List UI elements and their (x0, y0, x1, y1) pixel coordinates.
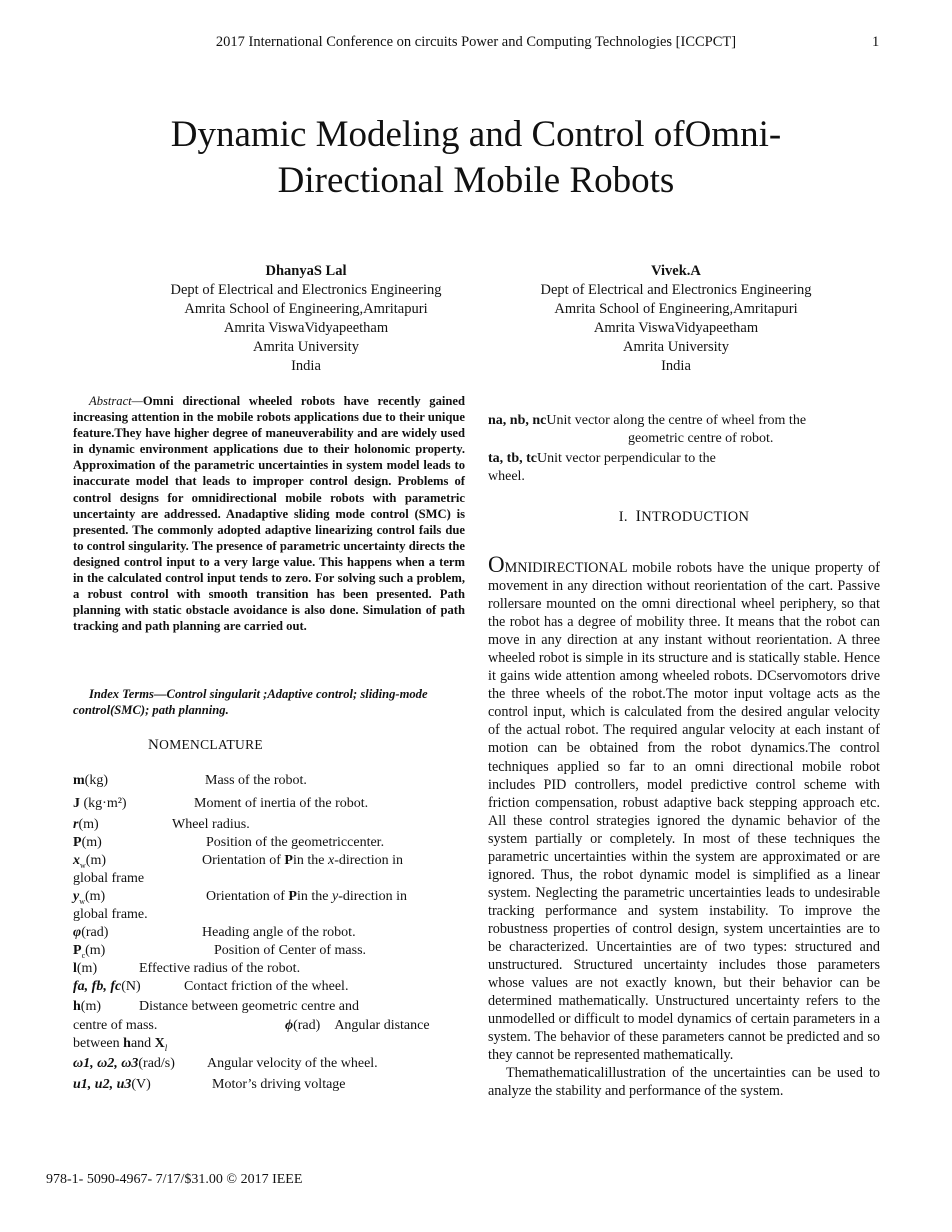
author-school: Amrita School of Engineering,Amritapuri (184, 301, 428, 317)
nomenclature-item: m(kg) Mass of the robot. (73, 773, 307, 788)
copyright-footer: 978-1- 5090-4967- 7/17/$31.00 © 2017 IEEE (46, 1172, 303, 1187)
nomenclature-item: $y_w(m)$ Orientation of Pin the y-direction in (73, 889, 408, 906)
page-number: 1 (872, 34, 880, 50)
nomenclature-heading: NOMENCLATURE (148, 737, 263, 753)
nomenclature-item-cont: global frame (73, 871, 145, 886)
author-school: Amrita School of Engineering,Amritapuri (554, 301, 798, 317)
nomenclature-item: $P_c(m)$ Position of Center of mass. (73, 943, 367, 960)
introduction-text (488, 552, 880, 1100)
paper-title (90, 112, 862, 204)
author-university: Amrita University (623, 339, 729, 355)
author-block-2 (506, 262, 846, 376)
conference-name: 2017 International Conference on circuits Power and Computing Technologies [ICCPCT] (215, 34, 737, 50)
author-name: DhanyaS Lal (265, 263, 347, 279)
author-name: Vivek.A (651, 263, 701, 279)
author-block-1 (136, 262, 476, 376)
nomenclature-item: J (kg·m²) Moment of inertia of the robot. (73, 796, 369, 811)
nomenclature-item: φ(rad) Heading angle of the robot. (73, 925, 356, 940)
intro-paragraph-1: OMNIDIRECTIONAL mobile robots have the unique property of movement in any direction without reorientation of the cart. Passive rollersare mounted on the omni directional wheel periphery, so that the robot has a degree of mobility three. It means that the robot can move in any direction at any instant without reorientation. A three wheeled robot is simple in its structure and is statically stable. Hence it gains wide attention among wheeled robots. DCservomotors drive the three wheels of the robot.The motor input voltage acts as the control input, which is calculated from the desired angular velocity of the actual robot. The required angular velocity at each instant of motion can be obtained from the robot dynamics.The control techniques applied so far to an omni directional mobile robot includes PID controllers, model predictive control scheme with friction compensation, robust adaptive back stepping approach etc. All these control strategies ignored the dynamic behavior of the system partially or completely. In most of these techniques the parametric uncertainties within the system are approximated or are ignored. Thus, the robot dynamic model is simplified as a linear system. Neglecting the parametric uncertainties leads to undesirable tracking performance and system instability. To improve the robustness properties of control design, system uncertainties are to be characterized. Uncertainties are of two types: structured and unstructured. Structured uncertainty includes those parameters whose values are not exactly known, but their behavior can be determined mathematically. Unstructured uncertainty refers to the unmodelled or difficult to model dynamics of certain parameters in a system. The behavior of these parameters cannot be predicted and so they cannot be represented mathematically. (488, 552, 880, 1064)
nomenclature-item-cont: wheel. (488, 469, 525, 484)
nomenclature-item: $x_w(m)$ Orientation of Pin the x-direction in (73, 853, 404, 870)
title-line-1: Dynamic Modeling and Control ofOmni- (170, 114, 782, 155)
section-heading: I. INTRODUCTION (618, 508, 750, 525)
intro-paragraph-2: Themathematicalillustration of the uncertainties can be used to analyze the stability and performance of the system. (488, 1065, 880, 1100)
author-dept: Dept of Electrical and Electronics Engineering (170, 282, 442, 298)
author-country: India (661, 358, 691, 374)
nomenclature-item: na, nb, ncUnit vector along the centre of wheel from the (488, 413, 807, 428)
nomenclature-item-cont: between hand $X_l$ (73, 1036, 168, 1053)
nomenclature-item: fa, fb, fc(N) Contact friction of the wheel. (73, 979, 349, 994)
nomenclature-item: r(m) Wheel radius. (73, 817, 250, 832)
nomenclature-item-cont: geometric centre of robot. (628, 431, 774, 446)
author-institute: Amrita ViswaVidyapeetham (593, 320, 759, 336)
nomenclature-item: ω1, ω2, ω3(rad/s) Angular velocity of the wheel. (73, 1056, 378, 1071)
abstract (73, 393, 465, 634)
nomenclature-item-cont: global frame. (73, 907, 148, 922)
nomenclature-item: l(m) Effective radius of the robot. (73, 961, 301, 976)
nomenclature-item: ta, tb, tcUnit vector perpendicular to the (488, 451, 716, 466)
nomenclature-item: u1, u2, u3(V) Motor’s driving voltage (73, 1077, 346, 1092)
title-line-2: Directional Mobile Robots (277, 160, 675, 201)
author-dept: Dept of Electrical and Electronics Engineering (540, 282, 812, 298)
nomenclature-item: h(m) Distance between geometric centre and (73, 999, 360, 1014)
abstract-label: Abstract— (89, 394, 143, 408)
nomenclature-item: centre of mass. ϕ(rad) Angular distance (73, 1018, 430, 1033)
nomenclature-item: P(m) Position of the geometriccenter. (73, 835, 385, 850)
author-university: Amrita University (253, 339, 359, 355)
index-terms: Index Terms—Control singularit ;Adaptive control; sliding-mode control(SMC); path planning. (73, 687, 428, 718)
author-country: India (291, 358, 321, 374)
abstract-body: Omni directional wheeled robots have recently gained increasing attention in the mobile robots applications due to their unique feature.They have higher degree of maneuverability and are widely used in dynamic environment applications due to their holonomic property. Approximation of the parametric uncertainties in system model leads to inaccurate model that leads to improper control design. Problems of control designs for omnidirectional mobile robots with parametric uncertainty are addressed. Anadaptive sliding mode control (SMC) is presented. The commonly adopted adaptive linearizing control fails due to control singularity. The presence of parametric uncertainty directs the designed control input to a very large value. This happens when a term in the calculated control input tends to zero. For solving such a problem, a robust control with smooth transition has been presented. Path planning with static obstacle avoidance is also done. Simulation of path tracking and path planning are carried out. (73, 394, 465, 634)
running-header (0, 34, 952, 54)
author-institute: Amrita ViswaVidyapeetham (223, 320, 389, 336)
